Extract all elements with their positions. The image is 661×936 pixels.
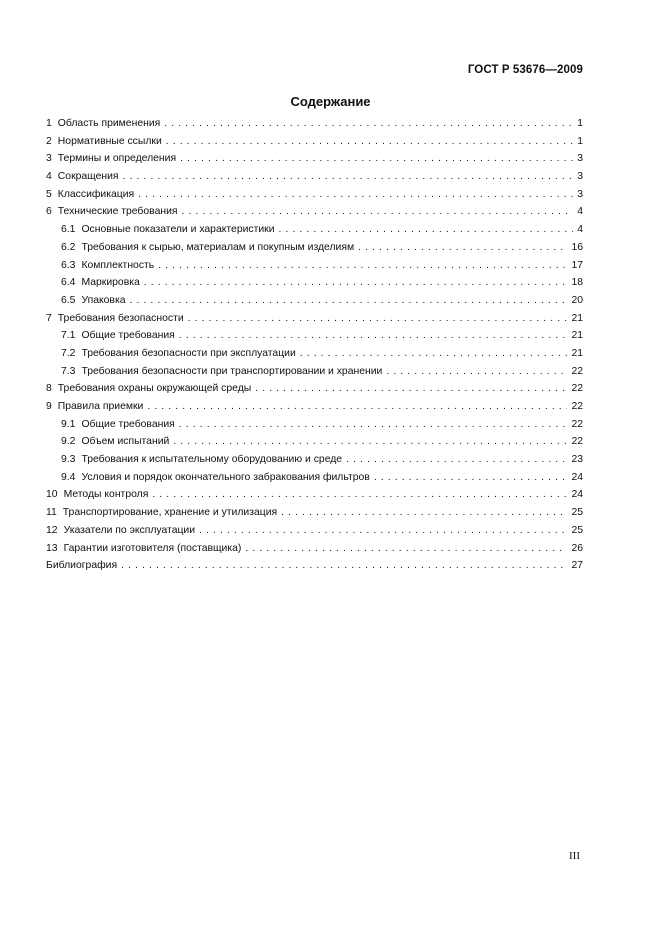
toc-title: Содержание <box>290 94 371 109</box>
toc-dot-leader <box>147 401 567 412</box>
toc-entry-number: 6.4 <box>61 277 76 289</box>
toc-entry-title: Общие требования <box>81 418 175 430</box>
toc-entry-page: 25 <box>571 524 583 536</box>
toc-dot-leader <box>179 330 568 341</box>
toc-entry-number: 6.2 <box>61 241 76 253</box>
toc-entry-number: 2 <box>46 135 52 147</box>
toc-entry-number: 6.1 <box>61 224 76 236</box>
toc-entry-page: 1 <box>577 118 583 129</box>
toc-entry-number: 10 <box>46 489 58 501</box>
toc-entry[interactable] <box>46 366 583 384</box>
toc-entry-title: Требования к сырью, материалам и покупным изделиям <box>81 241 355 253</box>
toc-entry-number: 6.3 <box>61 259 76 271</box>
toc-dot-leader <box>144 277 568 288</box>
toc-dot-leader <box>199 525 567 536</box>
toc-entry[interactable] <box>46 543 583 561</box>
toc-entry[interactable] <box>46 436 583 454</box>
toc-dot-leader <box>346 454 567 465</box>
toc-entry-number: 3 <box>46 153 52 165</box>
toc-entry-page: 18 <box>571 277 583 289</box>
toc-entry-page: 21 <box>571 347 583 359</box>
toc-entry-page: 24 <box>571 489 583 501</box>
toc-entry-title: Комплектность <box>81 259 155 271</box>
toc-entry[interactable] <box>46 419 583 437</box>
toc-entry-page: 21 <box>571 330 583 342</box>
toc-entry-title: Область применения <box>57 118 161 129</box>
document-code: ГОСТ Р 53676—2009 <box>467 64 583 76</box>
toc-entry-title: Термины и определения <box>57 153 177 165</box>
toc-entry-title: Нормативные ссылки <box>57 135 162 147</box>
toc-entry-page: 20 <box>571 294 583 306</box>
toc-entry-page: 21 <box>571 312 583 324</box>
toc-entry-number: 11 <box>46 507 57 519</box>
toc-dot-leader <box>255 383 567 394</box>
toc-dot-leader <box>158 260 567 271</box>
toc-entry-title: Требования безопасности при транспортировании и хранении <box>81 365 383 377</box>
toc-dot-leader <box>166 136 573 147</box>
toc-entry-page: 4 <box>577 224 583 236</box>
toc-entry-title: Упаковка <box>81 294 126 306</box>
toc-entry[interactable] <box>46 295 583 313</box>
toc-entry-number: 4 <box>46 171 52 183</box>
table-of-contents <box>46 118 583 578</box>
toc-entry-page: 22 <box>571 365 583 377</box>
toc-entry-page: 3 <box>577 153 583 165</box>
toc-dot-leader <box>374 472 568 483</box>
toc-entry-number: 9.2 <box>61 436 76 448</box>
toc-dot-leader <box>123 171 574 182</box>
page-number: III <box>569 850 580 862</box>
toc-entry-title: Сокращения <box>57 171 119 183</box>
toc-entry[interactable] <box>46 242 583 260</box>
toc-entry-number: 9.4 <box>61 471 76 483</box>
toc-entry[interactable] <box>46 330 583 348</box>
toc-entry[interactable] <box>46 277 583 295</box>
toc-dot-leader <box>179 419 568 430</box>
toc-entry[interactable] <box>46 507 583 525</box>
toc-entry-number: 7.3 <box>61 365 76 377</box>
toc-entry-page: 22 <box>571 383 583 395</box>
toc-entry[interactable] <box>46 153 583 171</box>
toc-dot-leader <box>358 242 567 253</box>
toc-entry[interactable] <box>46 472 583 490</box>
toc-entry-page: 22 <box>571 436 583 448</box>
toc-entry-page: 27 <box>571 560 583 572</box>
toc-dot-leader <box>121 560 567 571</box>
toc-entry-number: 1 <box>46 118 52 129</box>
toc-entry-number: 13 <box>46 542 58 554</box>
toc-entry-number: 7 <box>46 312 52 324</box>
toc-entry-title: Указатели по эксплуатации <box>63 524 196 536</box>
toc-entry-title: Требования к испытательному оборудованию и среде <box>81 454 343 466</box>
toc-entry-number: 6.5 <box>61 294 76 306</box>
toc-entry-page: 1 <box>577 135 583 147</box>
toc-dot-leader <box>188 313 568 324</box>
toc-entry-number: 12 <box>46 524 58 536</box>
toc-entry-page: 24 <box>571 471 583 483</box>
toc-entry-title: Гарантии изготовителя (поставщика) <box>63 542 242 554</box>
toc-entry[interactable] <box>46 525 583 543</box>
toc-entry-title: Транспортирование, хранение и утилизация <box>62 507 278 519</box>
toc-entry-page: 16 <box>571 241 583 253</box>
toc-entry-title: Требования безопасности при эксплуатации <box>81 347 296 359</box>
toc-entry[interactable] <box>46 260 583 278</box>
toc-entry[interactable] <box>46 383 583 401</box>
toc-entry[interactable] <box>46 136 583 154</box>
toc-entry-title: Общие требования <box>81 330 175 342</box>
toc-dot-leader <box>173 436 567 447</box>
toc-entry-page: 4 <box>577 206 583 218</box>
toc-entry-page: 3 <box>577 171 583 183</box>
toc-dot-leader <box>386 366 567 377</box>
toc-entry-page: 26 <box>571 542 583 554</box>
toc-entry-title: Библиография <box>46 560 118 572</box>
toc-entry-number: 9 <box>46 401 52 412</box>
toc-dot-leader <box>180 153 573 164</box>
toc-entry[interactable] <box>46 348 583 366</box>
toc-entry-title: Объем испытаний <box>81 436 170 448</box>
toc-entry-title: Требования безопасности <box>57 312 184 324</box>
toc-entry-page: 22 <box>571 401 583 412</box>
toc-entry-number: 8 <box>46 383 52 395</box>
toc-entry-title: Технические требования <box>57 206 178 218</box>
toc-entry-title: Требования охраны окружающей среды <box>57 383 252 395</box>
toc-entry-page: 23 <box>571 454 583 466</box>
toc-entry-number: 7.1 <box>61 330 76 342</box>
toc-dot-leader <box>164 118 573 129</box>
toc-entry-number: 9.3 <box>61 454 76 466</box>
toc-entry-number: 9.1 <box>61 418 76 430</box>
toc-entry[interactable] <box>46 189 583 207</box>
toc-entry-title: Маркировка <box>81 277 140 289</box>
toc-entry[interactable] <box>46 454 583 472</box>
toc-entry-title: Условия и порядок окончательного забракования фильтров <box>81 471 370 483</box>
toc-entry[interactable] <box>46 171 583 189</box>
toc-entry-number: 5 <box>46 188 52 200</box>
toc-dot-leader <box>300 348 568 359</box>
toc-entry[interactable] <box>46 401 583 419</box>
toc-entry-page: 22 <box>571 418 583 430</box>
toc-entry[interactable] <box>46 313 583 331</box>
toc-entry-title: Правила приемки <box>57 401 144 412</box>
toc-entry-page: 25 <box>571 507 583 519</box>
toc-entry-title: Классификация <box>57 188 135 200</box>
toc-entry-title: Методы контроля <box>63 489 149 501</box>
toc-entry-number: 7.2 <box>61 347 76 359</box>
toc-entry-page: 3 <box>577 188 583 200</box>
toc-dot-leader <box>279 224 574 235</box>
toc-entry-page: 17 <box>571 259 583 271</box>
toc-dot-leader <box>182 206 574 217</box>
toc-entry-number: 6 <box>46 206 52 218</box>
toc-dot-leader <box>138 189 573 200</box>
toc-dot-leader <box>130 295 568 306</box>
toc-dot-leader <box>245 543 567 554</box>
toc-dot-leader <box>281 507 567 518</box>
toc-entry-title: Основные показатели и характеристики <box>81 224 275 236</box>
toc-entry[interactable] <box>46 224 583 242</box>
toc-dot-leader <box>152 489 567 500</box>
toc-entry[interactable] <box>46 206 583 224</box>
toc-entry[interactable] <box>46 560 583 578</box>
toc-entry[interactable] <box>46 118 583 136</box>
toc-entry[interactable] <box>46 489 583 507</box>
